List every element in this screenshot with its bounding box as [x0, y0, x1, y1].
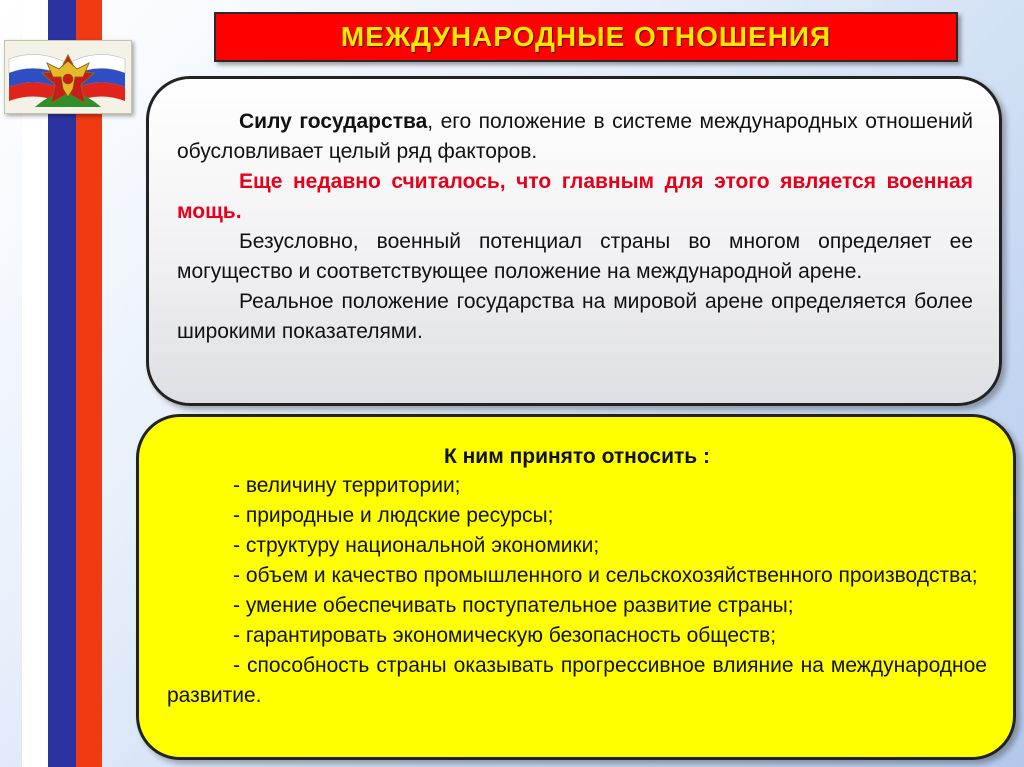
factor-item: - структуру национальной экономики;	[233, 534, 600, 557]
intro-paragraph-3: Безусловно, военный потенциал страны во многом определяет ее могущество и соответствующее положение на международной арене.	[177, 230, 973, 283]
flag-stripe-red	[76, 0, 102, 767]
intro-p1-bold: Силу государства	[239, 110, 428, 133]
factors-heading: К ним принято относить :	[443, 445, 711, 468]
intro-paragraph-4: Реальное положение государства на мировой арене определяется более широкими показателями.	[177, 290, 973, 343]
army-emblem-logo	[4, 40, 132, 114]
intro-p1-rest: , его положение в системе международных отношений обусловливает целый ряд факторов.	[177, 110, 974, 163]
intro-paragraph-1	[177, 107, 973, 167]
intro-panel	[146, 76, 1002, 406]
factor-item: - величину территории;	[233, 474, 461, 497]
factor-item: - умение обеспечивать поступательное развитие страны;	[233, 594, 794, 617]
intro-paragraph-2-emphasis: Еще недавно считалось, что главным для этого является военная мощь.	[177, 170, 973, 223]
flag-stripe-white	[22, 0, 48, 767]
flag-stripe-blue	[48, 0, 76, 767]
slide-title: МЕЖДУНАРОДНЫЕ ОТНОШЕНИЯ	[340, 21, 832, 52]
factor-item: - объем и качество промышленного и сельскохозяйственного производства;	[233, 564, 978, 587]
eagle-flag-icon	[5, 41, 131, 113]
factor-item: - способность страны оказывать прогрессивное влияние на международное развитие.	[167, 654, 987, 707]
slide-title-bar	[214, 12, 958, 62]
factor-item: - гарантировать экономическую безопасность обществ;	[233, 624, 777, 647]
factors-panel	[136, 414, 1016, 760]
factor-item: - природные и людские ресурсы;	[233, 504, 554, 527]
